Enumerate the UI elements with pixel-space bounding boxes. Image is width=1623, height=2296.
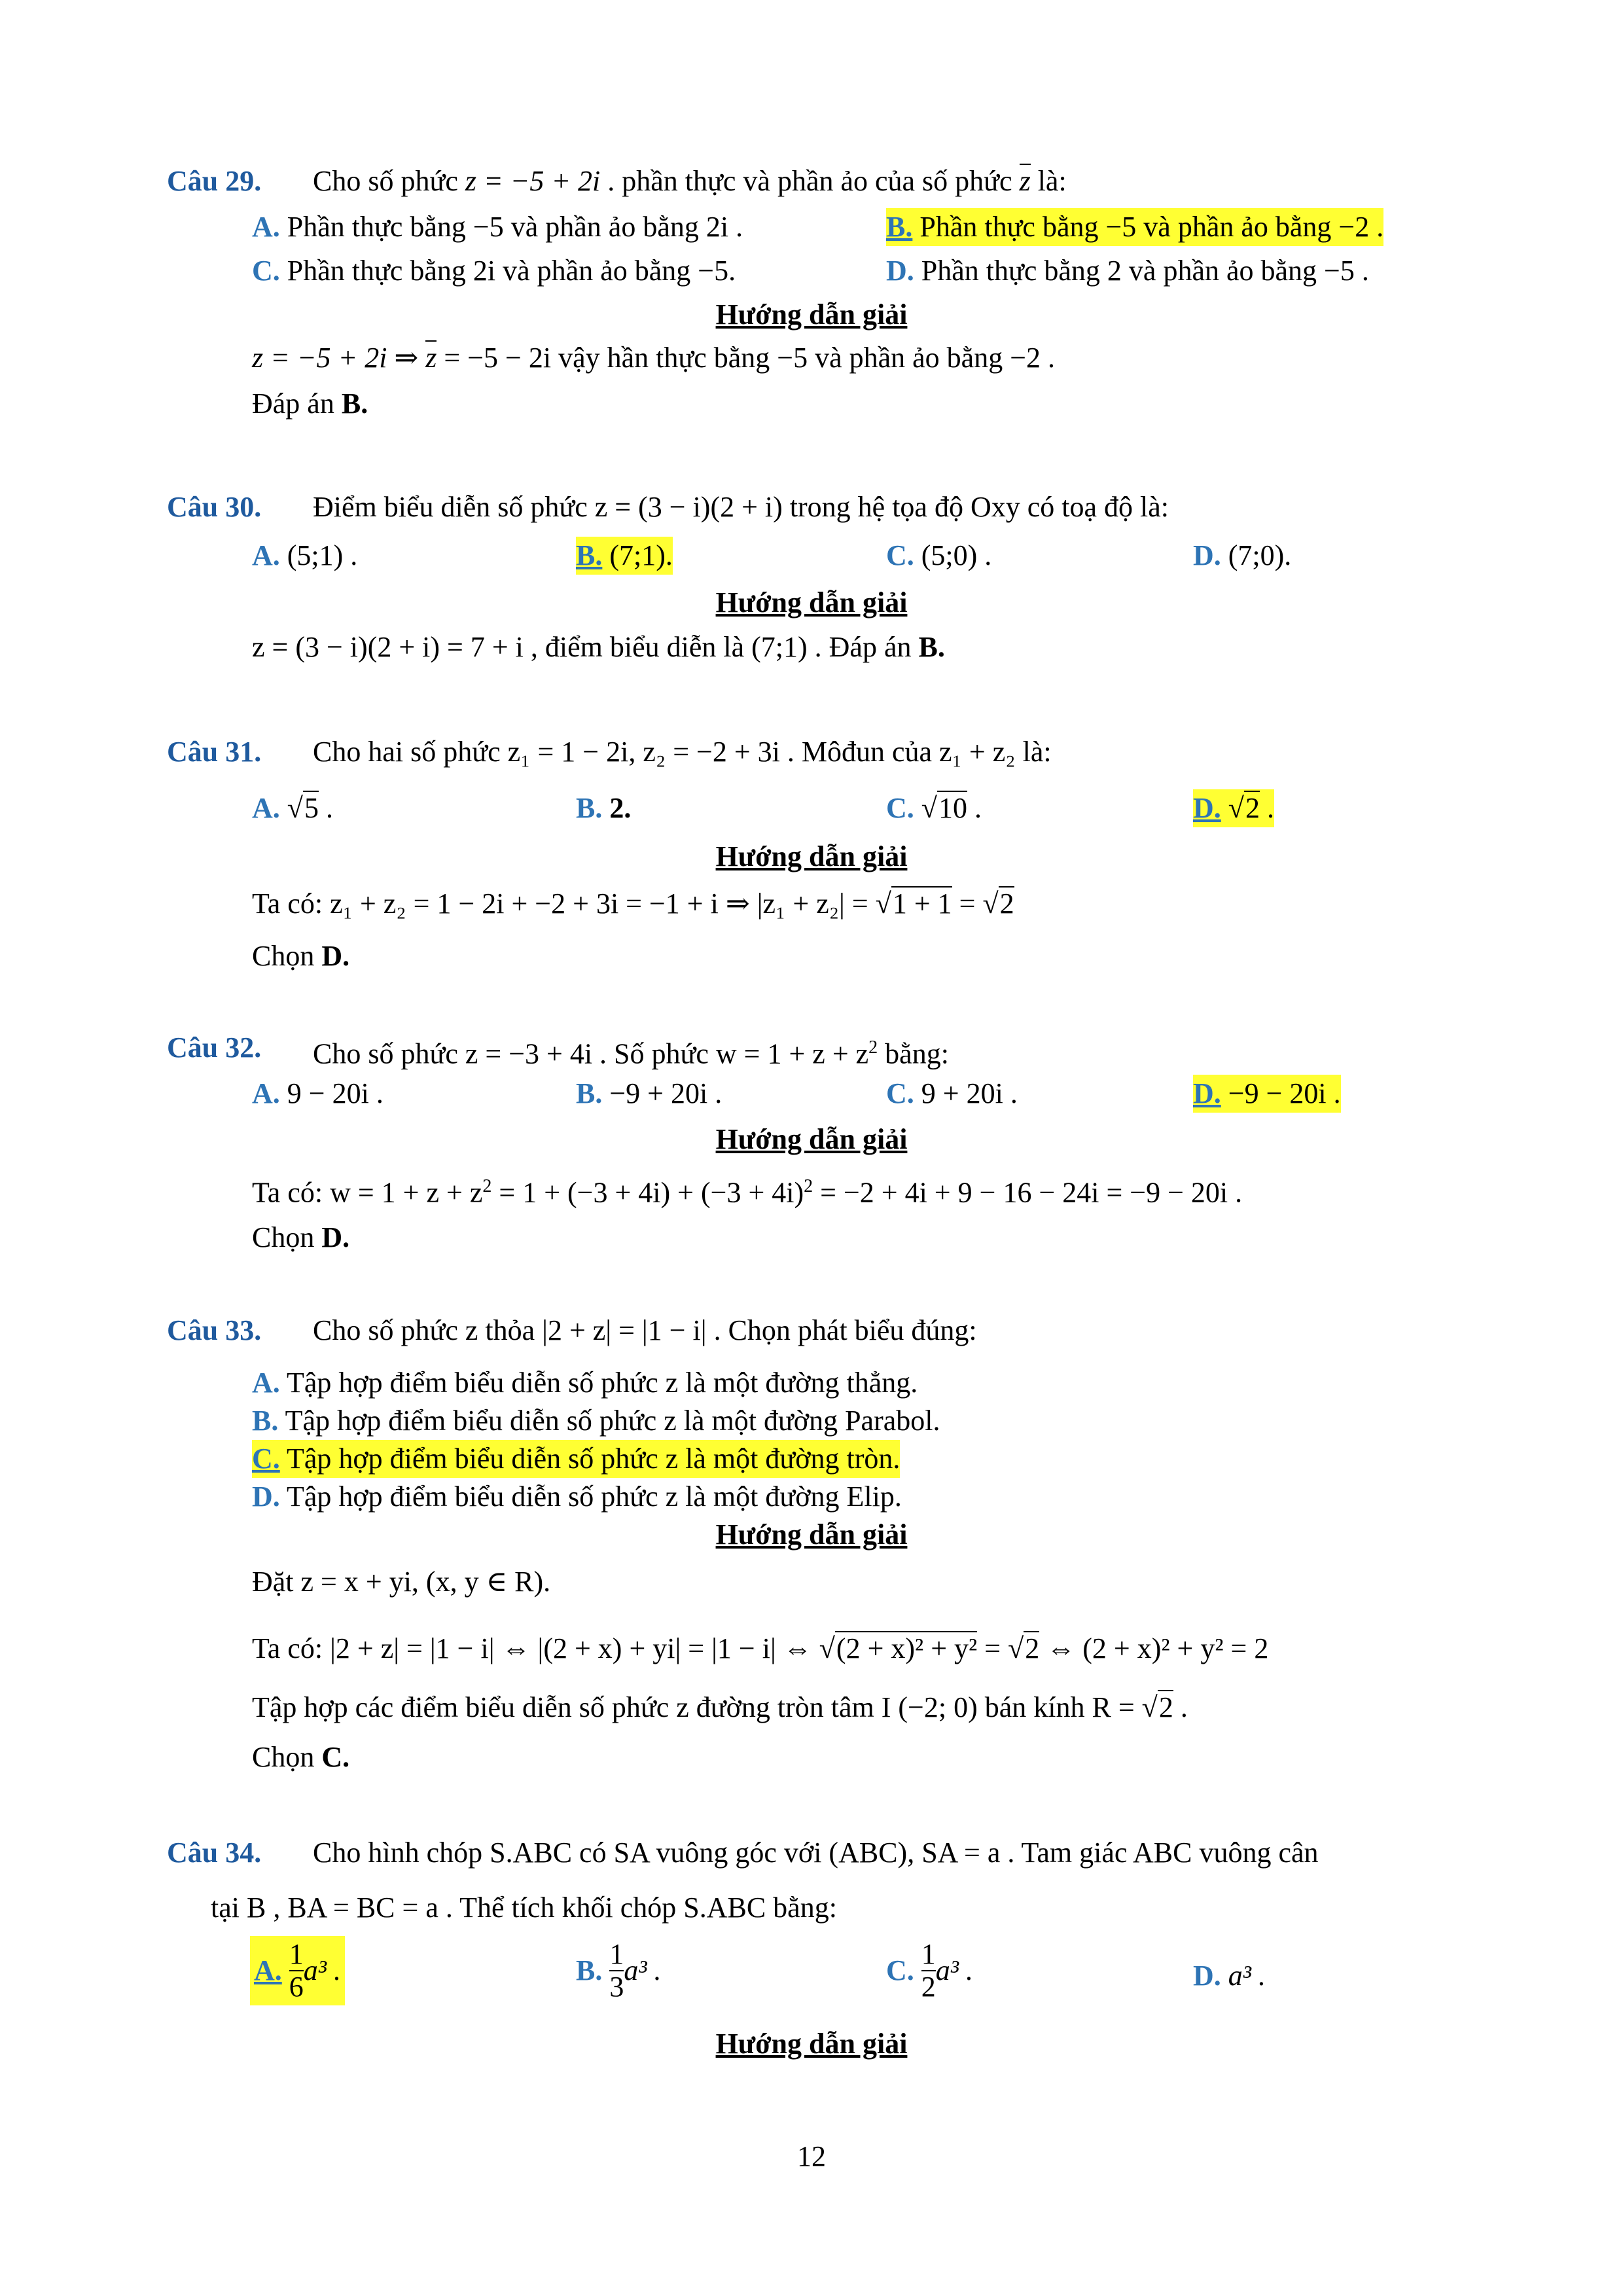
question-33-option-d[interactable]: D. Tập hợp điểm biểu diễn số phức z là một đường Elip. — [252, 1480, 902, 1513]
page-number: 12 — [797, 2140, 826, 2172]
question-33-solution-line-2: Ta có: |2 + z| = |1 − i| ⇔ |(2 + x) + yi| = |1 − i| ⇔ √(2 + x)² + y² = √2 ⇔ (2 + x)² + y² = 2 — [252, 1632, 1269, 1664]
question-32-option-a[interactable]: A. 9 − 20i . — [252, 1077, 383, 1109]
question-34-option-a[interactable]: A. $\frac{1}{6}$ a³ . — [250, 1936, 345, 2005]
question-29-answer: Đáp án B. — [252, 387, 368, 420]
question-34-option-d[interactable]: D. a³ . — [1193, 1960, 1266, 1992]
question-34-number: Câu 34. — [167, 1837, 262, 1869]
question-29-solution-line-1: z = −5 + 2i ⇒ z = −5 − 2i vậy hần thực bằng −5 và phần ảo bằng −2 . — [252, 342, 1056, 374]
question-32-answer: Chọn D. — [252, 1221, 350, 1253]
question-29-number: Câu 29. — [167, 165, 262, 197]
question-31-option-c[interactable]: C. √10 . — [886, 792, 982, 824]
question-29-option-a[interactable]: A. Phần thực bằng −5 và phần ảo bằng 2i . — [252, 211, 743, 243]
question-33-number: Câu 33. — [167, 1314, 262, 1346]
question-34-option-b[interactable]: B. $\frac{1}{3}$ a³ . — [576, 1938, 662, 2003]
question-31-answer: Chọn D. — [252, 940, 350, 972]
question-34-stem-line-1: Cho hình chóp S.ABC có SA vuông góc với (ABC), SA = a . Tam giác ABC vuông cân — [313, 1837, 1319, 1869]
question-31-stem: Cho hai số phức z₁ = 1 − 2i, z₂ = −2 + 3i . Môđun của z₁ + z₂ là: — [313, 736, 1052, 768]
question-31-option-a[interactable]: A. √5 . — [252, 792, 333, 824]
question-34-option-c[interactable]: C. $\frac{1}{2}$ a³ . — [886, 1938, 973, 2003]
question-29-solution-heading: Hướng dẫn giải — [715, 298, 908, 331]
question-29-option-b[interactable]: B. Phần thực bằng −5 và phần ảo bằng −2 . — [886, 208, 1383, 246]
question-30-option-c[interactable]: C. (5;0) . — [886, 539, 992, 571]
fraction: $\frac{1}{6}$ — [289, 1938, 304, 2003]
question-33-answer: Chọn C. — [252, 1741, 350, 1773]
question-29-option-d[interactable]: D. Phần thực bằng 2 và phần ảo bằng −5 . — [886, 255, 1369, 287]
question-31-solution-heading: Hướng dẫn giải — [715, 840, 908, 872]
question-33-option-a[interactable]: A. Tập hợp điểm biểu diễn số phức z là một đường thẳng. — [252, 1367, 918, 1399]
question-32-number: Câu 32. — [167, 1031, 262, 1064]
question-31-number: Câu 31. — [167, 736, 262, 768]
question-32-option-b[interactable]: B. −9 + 20i . — [576, 1077, 722, 1109]
question-32-option-c[interactable]: C. 9 + 20i . — [886, 1077, 1018, 1109]
question-33-solution-line-3: Tập hợp các điểm biểu diễn số phức z đường tròn tâm I (−2; 0) bán kính R = √2 . — [252, 1691, 1188, 1723]
question-31-option-d[interactable]: D. √2 . — [1193, 789, 1274, 827]
question-34-stem-line-2: tại B , BA = BC = a . Thể tích khối chóp S.ABC bằng: — [211, 1892, 837, 1924]
question-31-solution-line-1: Ta có: z₁ + z₂ = 1 − 2i + −2 + 3i = −1 + i ⇒ |z₁ + z₂| = √1 + 1 = √2 — [252, 888, 1014, 920]
question-30-option-b[interactable]: B. (7;1). — [576, 537, 673, 575]
question-30-solution-heading: Hướng dẫn giải — [715, 586, 908, 619]
question-33-option-c[interactable]: C. Tập hợp điểm biểu diễn số phức z là một đường tròn. — [252, 1440, 900, 1478]
question-31-option-b[interactable]: B. 2. — [576, 792, 632, 824]
question-30-stem: Điểm biểu diễn số phức z = (3 − i)(2 + i) trong hệ tọa độ Oxy có toạ độ là: — [313, 491, 1169, 523]
question-33-option-b[interactable]: B. Tập hợp điểm biểu diễn số phức z là một đường Parabol. — [252, 1405, 940, 1437]
question-33-stem: Cho số phức z thỏa |2 + z| = |1 − i| . Chọn phát biểu đúng: — [313, 1314, 977, 1346]
question-30-option-d[interactable]: D. (7;0). — [1193, 539, 1292, 571]
question-30-solution-line-1: z = (3 − i)(2 + i) = 7 + i , điểm biểu diễn là (7;1) . Đáp án B. — [252, 631, 945, 663]
question-30-option-a[interactable]: A. (5;1) . — [252, 539, 358, 571]
question-30-number: Câu 30. — [167, 491, 262, 523]
question-33-solution-line-1: Đặt z = x + yi, (x, y ∈ R). — [252, 1566, 551, 1598]
question-33-solution-heading: Hướng dẫn giải — [715, 1518, 908, 1551]
fraction: $\frac{1}{3}$ — [609, 1938, 624, 2003]
question-29-stem: Cho số phức z = −5 + 2i . phần thực và phần ảo của số phức z là: — [313, 165, 1067, 197]
fraction: $\frac{1}{2}$ — [921, 1938, 936, 2003]
question-32-stem: Cho số phức z = −3 + 4i . Số phức $w = 1 + z + z^2$ bằng: — [313, 1037, 949, 1070]
question-32-solution-line-1: Ta có: $w = 1 + z + z^2 = 1 + (-3 + 4i) + (-3 + 4i)^2 = -2 + 4i + 9 - 16 - 24i = -9 - 20i$ . — [252, 1176, 1243, 1209]
question-32-option-d[interactable]: D. −9 − 20i . — [1193, 1075, 1341, 1113]
question-34-solution-heading: Hướng dẫn giải — [715, 2028, 908, 2060]
question-29-option-c[interactable]: C. Phần thực bằng 2i và phần ảo bằng −5. — [252, 255, 736, 287]
question-32-solution-heading: Hướng dẫn giải — [715, 1123, 908, 1155]
